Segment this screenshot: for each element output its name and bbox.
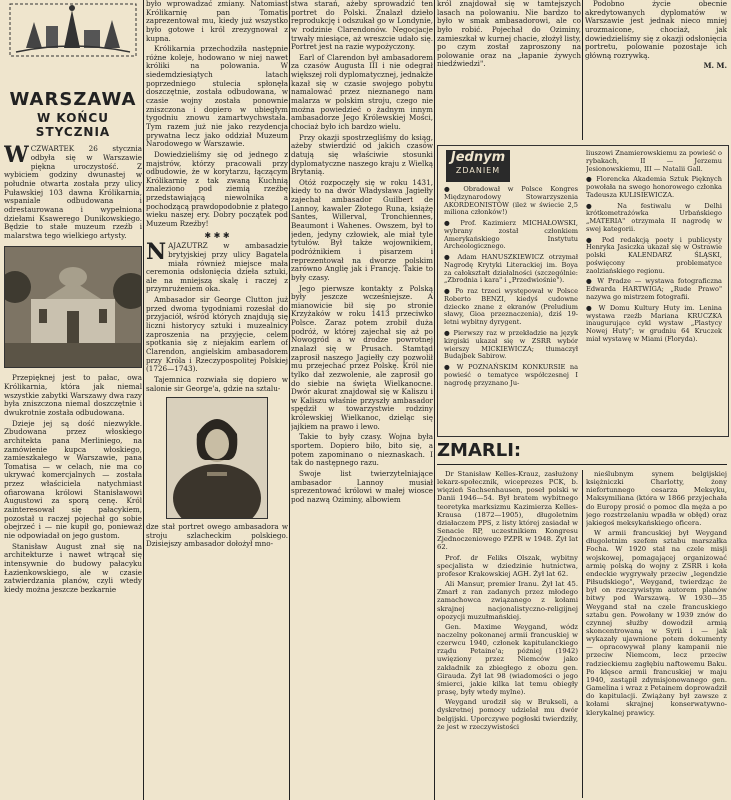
ambassador-portrait [166,397,268,519]
column-1 [4,0,142,800]
box-header-line-1: Jednym [450,150,506,165]
krolikarnia-photo [4,246,142,368]
headline-line-1: WARSZAWA [9,89,137,110]
news-item: ● Obradował w Polsce Kongres Międzynarodowy Stowarzyszenia AKORDEONISTÓW (ileż w świecie 2,5 miliona członków!) [444,186,578,217]
obituary-paragraph: Dr Stanisław Kelles-Krauz, zasłużony lekarz-społecznik, wiceprezes PCK, b. więzień Sachsenhausen, poseł polski w Danii 1946—54. Był bratem wybitnego teoretyka marksizmu Kazimierza Kelles-Krausa (1872—1905), długoletnim działaczem PPS, z listy której zasiadał w Senacie RP, uczestnikiem Kongresu Zjednoczeniowego PZPR w 1948. Żył lat 62. [437,470,578,552]
obituary-paragraph: Prof. dr Feliks Olszak, wybitny specjalista w dziedzinie hutnictwa, profesor Krakowskiej AGH. Żył lat 62. [437,553,578,578]
news-item: ● Po raz trzeci występował w Polsce Roberto BENZI, kiedyś cudowne dziecko znane z ekranów (Preludium sławy, Gioa przeznaczenia), dziś 19-letni wybitny dyrygent. [444,287,578,327]
column-rule [582,470,583,798]
column-4-top [437,0,581,140]
article-paragraph: Przy okazji spostrzegliśmy do ksiąg, ażeby stwierdzić od jakich czasów datują się właściwie stosunki dyplomatyczne naszego kraju z Wielką Brytanią. [291,132,433,177]
warszawa-logo [6,0,140,85]
news-item: ● W Domu Kultury Huty im. Lenina wystawa rzeźb Mariana KRUCZKA inaugurujące cykl wystaw „Plastycy Nowej Huty"; w grudniu 64 Kruczek miał wystawę w Miami (Floryda). [586,303,722,343]
article-paragraph: Tajemnica rozwiała się dopiero w salonie sir George'a, gdzie na sztalu- [146,374,288,393]
news-item: ● Florencka Akademia Sztuk Pięknych powołała na swego honorowego członka Tadeusza KULISIEWICZA. [586,175,722,199]
article-paragraph: Królikarnia przechodziła następnie różne koleje, hodowano w niej nawet króliki na polowania. W siedemdziesiątych latach poprzedniego stulecia spłonęła doszczętnie, została odbudowana, w czasie wojny została ponownie zniszczona i dopiero w ubiegłym tygodniu znowu zamartwychwstała. Tym razem już nie jako rezydencja prywatna lecz jako oddział Muzeum Narodowego w Warszawie. [146,44,288,149]
column-rule [434,0,435,800]
column-2 [146,0,288,800]
news-item: ● Adam HANUSZKIEWICZ otrzymał Nagrodę Krytyki Literackiej im. Boya za całokształt działalności (szczególnie: „Zbrodnia i kara" i „Przedwiośnie"). [444,253,578,285]
column-rule [289,0,290,800]
article-paragraph: Jego pierwsze kontakty z Polską były jeszcze wcześniejsze. A mianowicie bił się po stronie Krzyżaków w roku 1413 przeciwko Polsce. Zaraz potem zrobił duża podróż, w której zajechał się aż po Nowogród a w drodze powrotnej znalazł się w Prusach. Stamtąd zaprosił naszego Jagiełły czy pozwolił mu przejechać przez Polskę. Król nie tylko dał zezwolenie, ale zaprosił go do siebie na święta Wielkanocne. Dwór akurat znajdował się w Kaliszu i w Kaliszu właśnie przyszły ambasador spędził w towarzystwie rodziny królewskiej Wielkanoc, dzieląc się jajkiem na prawo i lewo. [291,283,433,431]
news-item: ● W Pradze — wystawa fotograficzna Edwarda HARTWIGA; „Rude Prawo" nazywa go mistrzem fotografii. [586,277,722,302]
article-paragraph: Stanisław August znał się na architekturze i nawet wtrącał się intensywnie do budowy pałacyku Łazienkowskiego, ale w czasie zatwierdzania planów, czyli wtedy kiedy można jeszcze bezkarnie [4,541,142,594]
column-rule [143,0,144,800]
article-paragraph: AJAZUTRZ w ambasadzie brytyjskiej przy ulicy Bagatela miała również miejsce mała ceremonia odsłonięcia dzieła sztuki, ale na mniejszą skalę i raczej z przymrużeniem oka. [146,241,288,294]
dropcap-w: W [4,142,29,169]
zmarli-title: ZMARLI: [437,440,522,461]
news-item: ● Na festiwalu w Delhi krótkometrażówka Urbańskiego „MATERIA" otrzymała II nagrodę w swej kategorii. [586,201,722,233]
news-item: ● Prof. Kazimierz MICHAŁOWSKI, wybrany został członkiem Amerykańskiego Instytutu Archeologicznego. [444,219,578,251]
column-3 [291,0,433,800]
box-column-right [586,150,722,432]
box-header [446,150,510,182]
article-paragraph: Takie to były czasy. Wojna była sportem. Dopiero biło, bito się, a potem zapominano o nieznaskach. I tak do następnego razu. [291,432,433,468]
news-item: ● Pierwszy raz w przekładzie na język kirgiski ukazał się w ZSRR wybór wierszy MICKIEWICZA; tłumaczył Budajbek Sabirow. [444,329,578,361]
news-item: liuszowi Znamierowskiemu za powieść o rybakach, II — Jerzemu Jesionowskiemu, III — Natalii Gall. [586,150,722,173]
article-paragraph: Otóż rozpoczęły się w roku 1431, kiedy to na dwór Władysława Jagiełły zajechał ambasador Guilbert de Lannoy, kawaler Złotego Runa, książę Santes, Willerval, Tronchiennes, Beaumont i Wahenes. Owszem, był to jeden, jedyny człowiek, ale miał tyle tytułów. Był także wojownikiem, podróżnikiem i pisarzem i reprezentował na dworze polskim zarówno Anglię jak i Francję. Takie to były czasy. [291,177,433,282]
zmarli-rule [437,464,727,465]
article-paragraph: Ambasador sir George Clutton już przed dwoma tygodniami rozesłał do przyjaciół, wśród których znajdują się liczni historycy sztuki i muzealnicy zaproszenia na przyjęcie, celem spotkania się z niejakim earlem of Clarendon, angielskim ambasadorem przy Króla i Rzeczypospolitej Polskiej (1726—1743). [146,295,288,374]
zmarli-section [437,440,727,800]
article-paragraph: było wprowadzać zmiany. Natomiast Królikarnię pan Tomatis zaprezentował mu, kiedy już wszystko było gotowe i król zrezygnował z kupna. [146,0,288,43]
zmarli-column-right [586,470,727,798]
author-signature: M. M. [703,61,727,71]
article-paragraph: Przepięknej jest to pałac, owa Królikarnia, która jak niemal wszystkie zabytki Warszawy dwa razy była zniszczona niemal doszczętnie i dwukrotnie została odbudowana. [4,373,142,417]
article-paragraph: król znajdował się w tamtejszych lasach na polowaniu. Nie bardzo to było w smak ambasadorowi, ale co było robić. Pojechał do Oziminy, zamieszkał w kurnej chacie, złożył listy, po czym został zaproszony na polowanie oraz na „łapanie żywych niedźwiedzi". [437,0,581,69]
column-rule [582,0,583,140]
box-column-left [444,186,578,432]
obituary-paragraph: W armii francuskiej był Weygand długoletnim szefem sztabu marszałka Focha. W 1920 stał na czele misji wojskowej, pomagającej organizować armię polską do wojny z ZSRR i koła endeckie wygrywały przeciw „legendzie Piłsudskiego", Weygand, twierdząc że był on rzeczywistym autorem planów bitwy pod Warszawą. W 1930—35 Weygand stał na czele francuskiego sztabu gen. Powołany w 1939 znów do czynnej służby dowodził armią skoncentrowaną w Syrii i — jak wykazały ujawnione potem dokumenty — opracowywał plany kampanii nie przeciw Niemcom, lecz przeciw radzieckiemu zagłębiu naftowemu Baku. Po klęsce armii francuskiej w maju 1940, zastąpił zdymisjonowanego gen. Gamelina i wraz z Petainem doprowadził do kapitulacji. Zwiążany był zawsze z kołami skrajnej konserwatywno-klerykalnej prawicy. [586,529,727,717]
zmarli-column-left [437,470,578,798]
obituary-paragraph: Gen. Maxime Weygand, wódz naczelny pokonanej armii francuskiej w czerwcu 1940, członek kapitulanckiego rządu Petaine'a; później (1942) uwięziony przez Niemców jako zakładnik za zbiegłego z obozu gen. Girauda. Żył lat 98 (wiadomości o jego śmierci, jakie kilka lat temu obiegły prasę, były wtedy mylne). [437,622,578,697]
article-paragraph: Swoje list twierzytelniające ambasador Lannoy musiał sprezentować królowi w małej wiosce pod nazwą Oziminy, albowiem [291,468,433,504]
article-paragraph: Dzieje jej są dość niezwykłe. Zbudowana przez włoskiego architekta pana Merliniego, na zamówienie kupca włoskiego, zamieszkałego w Warszawie, pana Tomatisa — w celach, nie ma co ukrywać komercjalnych — została przez właściciela natychmiast ofiarowana królowi Stanisławowi Augustowi za sporą cenę. Król zainteresował się pałacykiem, pozostał u raczej pojechał go sobie obejrzeć i — nie kupił go, ponieważ nie odpowiadał on jego gustom. [4,418,142,540]
obituary-paragraph: Weygand urodził się w Brukseli, a dyskretnej pomocy udzielał mu dwór belgijski. Uporczywe pogłoski twierdziły, że jest w rzeczywistości [437,698,578,731]
article-paragraph: stwa starań, ażeby sprowadzić ten portret do Polski. Znalazł dzieło reprodukcję i odszukał go w Londynie, w rodzinie Clarendonów. Negocjacje trwały miesiące, aż wreszcie udało się. Portret jest na razie wypożyczony. [291,0,433,52]
section-divider-stars: ✱ ✱ ✱ [204,230,230,240]
article-paragraph: Earl of Clarendon był ambasadorem za czasów Augusta III i nie odegrał większej roli dyplomatycznej, jednakże kazał się w czasie swojego pobytu namalować przez nieznanego nam malarza w polskim stroju, czego nie można powiedzieć o żadnym innym ambasadorze Jego Królewskiej Mości, chociaż było ich bardzo wielu. [291,52,433,131]
city-skyline-icon [6,0,140,60]
news-item: ● Pod redakcją poety i publicysty Henryka Jasiczka ukazał się w Ostrawie polski KALENDARZ ŚLĄSKI, poświęcony problematyce zaolziańskiego regionu. [586,235,722,275]
portrait-image-icon [167,398,267,518]
article-paragraph: CZWARTEK 26 stycznia odbyła się w Warszawie piękna uroczystość. Z wybiciem godziny dwunastej w południe otwarta została przy ulicy Puławskiej 103 dawna Królikarnia, wspaniale odbudowana i odrestaurowana i wypełniona dziełami Ksawerego Dunikowskiego. Będzie to stałe muzeum rzeźb i malarstwa tego wielkiego artysty. [4,144,142,240]
obituary-paragraph: Ali Mansur, premier Iranu. Żył lat 45. Zmarł z ran zadanych przez młodego zamachowca związanego z kołami skrajnej nacjonalistyczno-religijnej opozycji muzułmańskiej. [437,580,578,621]
headline [4,89,142,139]
jednym-zdaniem-box [437,145,729,437]
dropcap-n: N [146,239,167,266]
box-header-line-2: ZDANIEM [455,166,501,175]
obituary-paragraph: nieślubnym synem belgijskiej księżniczki Charlotty, żony niefortunnego cesarza Meksyku, Maksymiliana (która w 1866 przyjechała do Europy prosić o pomoc dla męża a po jego rozstrzelaniu wpadła w obłęd) oraz jakiegoś meksykańskiego oficera. [586,470,727,527]
column-5-top [585,0,727,140]
article-paragraph: Podobno życie obecnie akredytowanych dyplomatów w Warszawie jest jednak nieco mniej urozmaicone, chociaż, jak dowiedzieliśmy się z okazji odsłonięcia portretu, polowanie pozostaje ich główną rozrywką. [585,0,727,60]
article-paragraph: Dowiedzieliśmy się od jednego z majstrów, którzy pracowali przy odbudowie, że w korytarzu, łączącym Królikarnię z tak zwaną Kuchnią znaleziono pod ziemią rzeźbę przedstawiającą niewolnika a pochodzącą prawdopodobnie z płatego wieku naszej ery. Dobry początek pod Muzeum Rzeźby! [146,149,288,229]
article-paragraph: dze stał portret owego ambasadora w stroju szlacheckim polskiego. Dzisiejszy ambasador dołożył mno- [146,522,288,549]
palace-image-icon [5,247,141,367]
news-item: ● W POZNAŃSKIM KONKURSIE na powieść o tematyce współczesnej I nagrodę przyznano Ju- [444,363,578,387]
headline-line-2: W KOŃCU STYCZNIA [35,110,111,139]
